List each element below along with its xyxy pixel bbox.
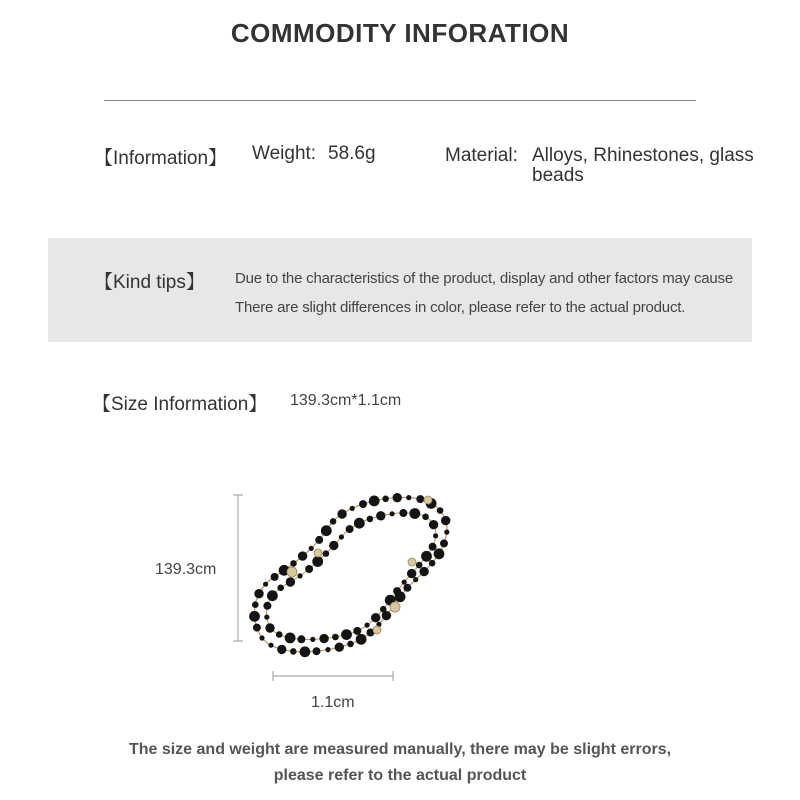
necklace-bead xyxy=(330,518,337,525)
necklace-bead xyxy=(323,550,330,557)
necklace-bead xyxy=(298,551,307,560)
necklace-bead xyxy=(393,587,401,595)
necklace-bead xyxy=(416,495,424,503)
rhinestone-charm xyxy=(314,549,322,557)
necklace-bead xyxy=(422,514,429,521)
necklace-bead xyxy=(419,567,428,576)
necklace-bead xyxy=(297,635,305,643)
necklace-bead xyxy=(403,584,411,592)
height-dimension-label: 139.3cm xyxy=(155,561,217,578)
information-label: 【Information】 xyxy=(94,148,228,169)
necklace-bead xyxy=(277,585,284,592)
necklace-bead xyxy=(310,637,315,642)
rhinestone-charm xyxy=(287,567,297,577)
necklace-bead xyxy=(264,615,269,620)
necklace-bead xyxy=(268,643,273,648)
rhinestone-charm xyxy=(424,496,432,504)
weight-value: 58.6g xyxy=(328,143,376,164)
kind-tips-label: 【Kind tips】 xyxy=(94,272,205,293)
necklace-bead xyxy=(350,506,355,511)
footer-note-line1: The size and weight are measured manually, there may be slight errors, xyxy=(128,741,672,758)
necklace-bead xyxy=(444,530,449,535)
necklace-bead xyxy=(329,541,338,550)
height-dimension-line xyxy=(233,495,243,641)
necklace-bead xyxy=(249,611,260,622)
necklace-bead xyxy=(367,516,374,523)
necklace-bead xyxy=(369,496,380,507)
footer-note-line2: please refer to the actual product xyxy=(273,767,527,784)
rhinestone-charm xyxy=(390,602,400,612)
necklace-bead xyxy=(277,645,286,654)
necklace-bead xyxy=(347,641,354,648)
necklace-bead xyxy=(390,511,395,516)
necklace-bead xyxy=(312,556,323,567)
necklace-bead xyxy=(263,582,268,587)
necklace-bead xyxy=(339,534,344,539)
necklace-bead xyxy=(321,525,332,536)
necklace-bead xyxy=(332,634,339,641)
necklace-bead xyxy=(337,509,346,518)
necklace-bead xyxy=(371,613,380,622)
necklace-bead xyxy=(376,511,385,520)
rhinestone-charm xyxy=(408,558,416,566)
weight-label: Weight: xyxy=(252,143,317,164)
necklace-bead xyxy=(365,623,370,628)
necklace-bead xyxy=(297,573,302,578)
necklace-bead xyxy=(406,495,411,500)
necklace-bead xyxy=(353,627,361,635)
necklace-bead xyxy=(254,589,263,598)
necklace-bead xyxy=(252,601,259,608)
necklace-bead xyxy=(354,518,365,529)
necklace-bead xyxy=(341,629,352,640)
necklace-bead xyxy=(434,548,445,559)
necklace-bead xyxy=(259,635,264,640)
necklace-bead xyxy=(356,634,367,645)
material-value-line1: Alloys, Rhinestones, glass xyxy=(532,145,754,166)
necklace-bead xyxy=(437,507,444,514)
necklace-bead xyxy=(263,602,271,610)
necklace-bead xyxy=(429,543,437,551)
necklace-bead xyxy=(393,493,402,502)
necklace-bead xyxy=(399,509,407,517)
necklace-bead xyxy=(309,546,314,551)
page-title: COMMODITY INFORATION xyxy=(230,18,570,48)
rhinestone-charm xyxy=(373,626,381,634)
necklace-bead xyxy=(382,496,389,503)
material-value-line2: beads xyxy=(532,165,584,186)
necklace-bead xyxy=(285,633,296,644)
necklace-bead xyxy=(402,580,407,585)
necklace-bead xyxy=(429,520,438,529)
width-dimension-line xyxy=(273,671,393,681)
necklace-bead xyxy=(265,623,274,632)
width-dimension-label: 1.1cm xyxy=(311,694,355,711)
necklace-bead xyxy=(413,577,418,582)
necklace-bead xyxy=(433,533,438,538)
size-information-label: 【Size Information】 xyxy=(92,394,268,415)
necklace-bead xyxy=(409,508,420,519)
necklace-bead xyxy=(346,525,354,533)
kind-tips-line2: There are slight differences in color, please refer to the actual product. xyxy=(235,299,686,316)
material-label: Material: xyxy=(445,145,518,166)
necklace-bead xyxy=(271,573,279,581)
necklace-bead xyxy=(290,560,297,567)
necklace-bead xyxy=(421,551,432,562)
necklace-bead xyxy=(416,562,423,569)
necklace-bead xyxy=(359,500,367,508)
size-information-value: 139.3cm*1.1cm xyxy=(290,392,402,409)
necklace-bead xyxy=(315,536,323,544)
necklace-bead xyxy=(290,648,297,655)
necklace-bead xyxy=(267,590,278,601)
necklace-bead xyxy=(276,631,283,638)
rhinestone-charms xyxy=(287,496,432,634)
necklace-bead xyxy=(325,647,330,652)
necklace-bead xyxy=(440,539,448,547)
necklace-bead xyxy=(380,606,387,613)
necklace-bead xyxy=(429,560,436,567)
necklace-bead xyxy=(407,569,416,578)
kind-tips-line1: Due to the characteristics of the product, display and other factors may cause xyxy=(235,270,733,287)
necklace-bead xyxy=(253,624,261,632)
necklace-bead xyxy=(441,516,450,525)
necklace-bead xyxy=(305,565,313,573)
necklace-bead xyxy=(313,647,321,655)
necklace-bead xyxy=(319,634,328,643)
necklace-bead xyxy=(286,577,295,586)
necklace-bead xyxy=(335,643,344,652)
necklace-bead xyxy=(300,646,311,657)
